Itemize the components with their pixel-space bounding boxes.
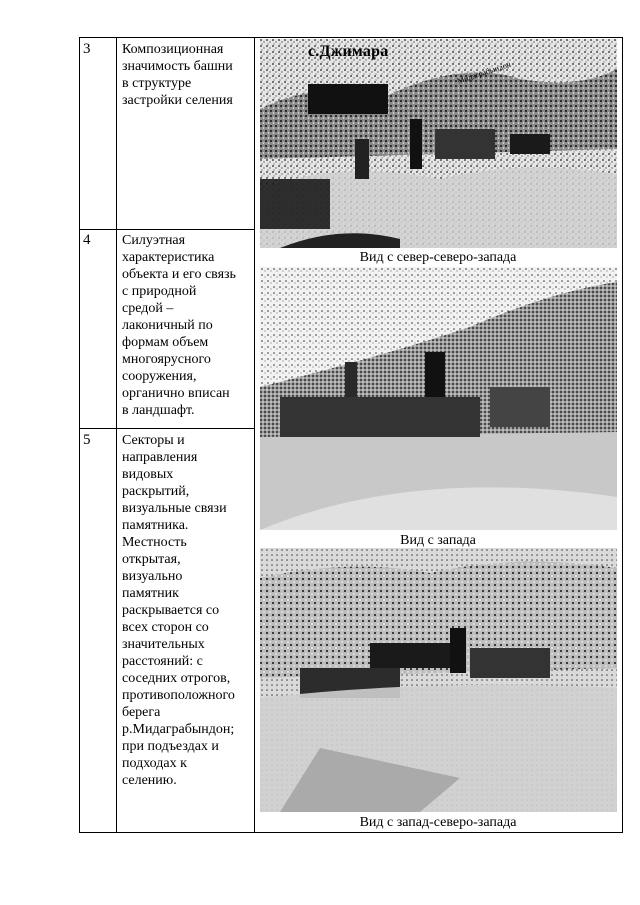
description-line: с природной (122, 284, 197, 299)
description-line: в ландшафт. (122, 403, 195, 418)
description-line: расстояний: с (122, 654, 203, 669)
landscape-photo (260, 267, 617, 530)
description-line: визуальные связи (122, 501, 227, 516)
description-line: органично вписан (122, 386, 230, 401)
row-number: 3 (83, 41, 91, 57)
description-line: в структуре (122, 76, 192, 91)
village-view-image (260, 548, 617, 812)
description-line: берега (122, 705, 161, 720)
tower-landscape-image (260, 267, 617, 530)
row-description (122, 41, 252, 109)
table-border-top (79, 37, 623, 38)
description-line: Секторы и (122, 433, 185, 448)
landscape-photo (260, 39, 617, 248)
table-row-divider-2 (79, 428, 255, 429)
table-border-bottom (79, 832, 623, 833)
row-number: 4 (83, 232, 91, 248)
description-line: Силуэтная (122, 233, 186, 248)
description-line: значительных (122, 637, 205, 652)
description-line: значимость башни (122, 59, 233, 74)
description-line: средой – (122, 301, 174, 316)
description-line: объекта и его связь (122, 267, 236, 282)
photo-caption: Вид с север-северо-запада (359, 250, 517, 265)
description-line: Композиционная (122, 42, 224, 57)
description-line: памятник (122, 586, 179, 601)
table-border-col2 (254, 37, 255, 833)
description-line: открытая, (122, 552, 181, 567)
village-landscape-image (260, 39, 617, 248)
description-line: направления (122, 450, 198, 465)
description-line: всех сторон со (122, 620, 209, 635)
description-line: лаконичный по (122, 318, 213, 333)
description-line: многоярусного (122, 352, 211, 367)
description-line: видовых (122, 467, 174, 482)
table-border-col1 (116, 37, 117, 833)
description-line: соседних отрогов, (122, 671, 231, 686)
row-description (122, 432, 252, 789)
photo-overlay-note: Мидаграбындон (456, 59, 512, 86)
description-line: застройки селения (122, 93, 233, 108)
description-line: противоположного (122, 688, 235, 703)
description-line: визуально (122, 569, 183, 584)
table-border-left (79, 37, 80, 833)
landscape-photo (260, 548, 617, 812)
description-line: селению. (122, 773, 177, 788)
description-line: памятника. (122, 518, 189, 533)
description-line: раскрывается со (122, 603, 220, 618)
description-line: при подъездах и (122, 739, 219, 754)
table-row-divider-1 (79, 229, 255, 230)
description-line: формам объем (122, 335, 209, 350)
description-line: р.Мидаграбындон; (122, 722, 235, 737)
description-line: сооружения, (122, 369, 197, 384)
photo-caption: Вид с запад-северо-запада (359, 815, 517, 830)
description-line: характеристика (122, 250, 215, 265)
photo-caption: Вид с запада (400, 533, 476, 548)
description-line: раскрытий, (122, 484, 190, 499)
photo-overlay-title: с.Джимара (308, 43, 389, 60)
row-number: 5 (83, 432, 91, 448)
description-line: Местность (122, 535, 187, 550)
description-line: подходах к (122, 756, 187, 771)
row-description (122, 232, 252, 419)
table-border-right (622, 37, 623, 833)
